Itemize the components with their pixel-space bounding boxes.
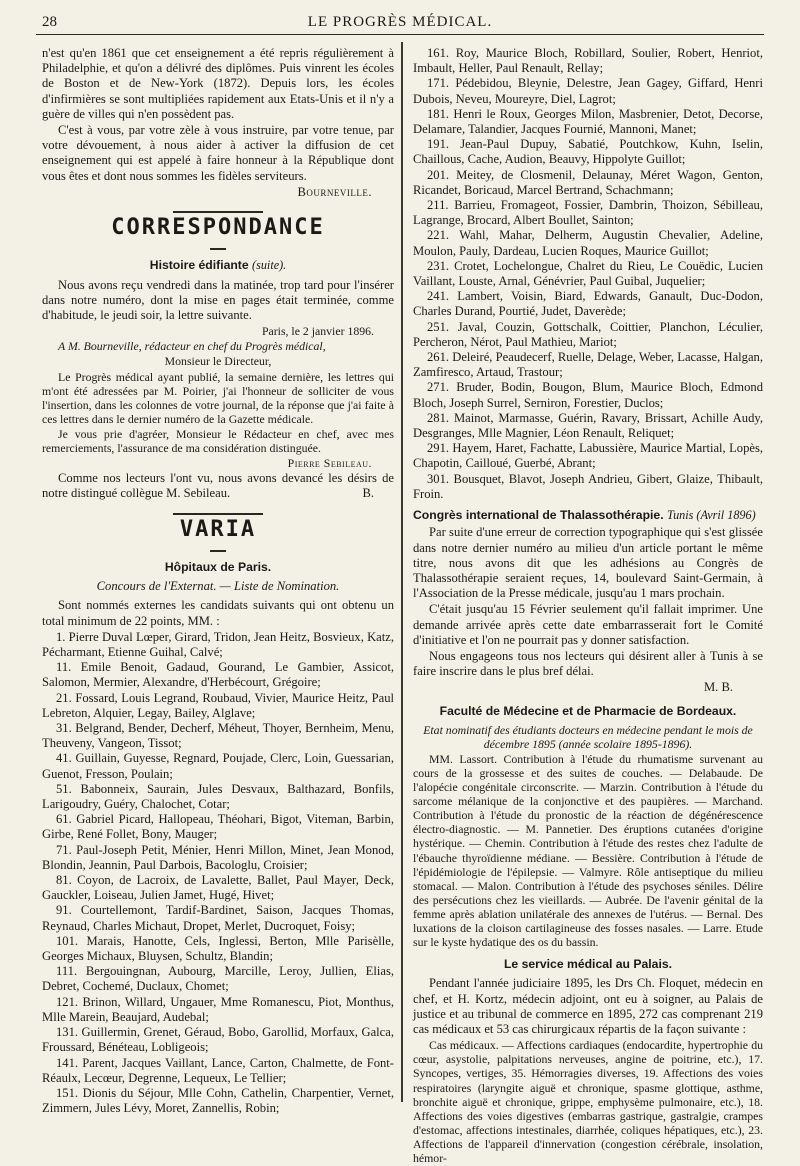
thalasso-paragraph-1: Par suite d'une erreur de correction typographique qui s'est glissée dans notre dernier numéro au milieu d'un article portant le même titre, nous avons dit que les adhésions au Congrès de Thalassothérapie seraient reçues, 14, boulevard Saint-Germain, à l'Association de la Presse médicale, jusqu'au 1 mars prochain. xyxy=(413,525,763,601)
bordeaux-heading: Faculté de Médecine et de Pharmacie de Bordeaux. xyxy=(439,703,737,718)
list-item: 181. Henri le Roux, Georges Milon, Masbrenier, Detot, Decorse, Delamare, Talandier, Jacques Fournié, Mannoni, Manet; xyxy=(413,106,763,137)
correspondance-intro: Nous avons reçu vendredi dans la matinée, trop tard pour l'insérer dans notre numéro, dont la mise en pages était terminée, comme d'habitude, le jeudi soir, la lettre suivante. xyxy=(42,277,394,323)
section-ornament xyxy=(42,204,394,212)
journal-title: LE PROGRÈS MÉDICAL. xyxy=(307,14,493,30)
list-item: 51. Babonneix, Saurain, Jules Desvaux, Balthazard, Bonfils, Larigoudry, Guéry, Chalochet, Cotar; xyxy=(42,781,394,812)
letter-address: A M. Bourneville, rédacteur en chef du Progrès médical, xyxy=(58,339,326,354)
palais-heading: Le service médical au Palais. xyxy=(503,957,673,972)
list-item: 101. Marais, Hanotte, Cels, Inglessi, Berton, Mlle Parisèlle, Georges Michaux, Bluysen, Schultz, Blandin; xyxy=(42,933,394,964)
subheading-text: Histoire édifiante xyxy=(149,258,249,273)
list-item: 1. Pierre Duval Lœper, Girard, Tridon, Jean Heitz, Bosvieux, Katz, Pécharmant, Etienne Guihal, Calvé; xyxy=(42,629,394,660)
thalasso-paragraph-2: C'était jusqu'au 15 Février seulement qu'il fallait imprimer. Une demande arrivée après cette date embarrasserait fort le Comité d'initiative et l'on ne pourrait pas y donner satisfaction. xyxy=(413,602,763,647)
list-item: 231. Crotet, Lochelongue, Chalret du Rieu, Le Couëdic, Lucien Vaillant, Louste, Arnal, Génévrier, Paul Guibal, Juquelier; xyxy=(413,258,763,289)
letter-signature: Pierre Sebileau. xyxy=(287,456,372,471)
list-item: 291. Hayem, Haret, Fachatte, Labussière, Maurice Martial, Lopès, Chapotin, Cailloué, Guerbé, Abrant; xyxy=(413,441,763,471)
letter-salutation: Monsieur le Directeur, xyxy=(164,354,272,369)
hopitaux-heading: Hôpitaux de Paris. xyxy=(164,560,272,574)
bordeaux-subheading: Etat nominatif des étudiants docteurs en médecine pendant le mois de décembre 1895 (année scolaire 1895-1896). xyxy=(423,722,753,751)
thalasso-paragraph-3: Nous engageons tous nos lecteurs qui désirent aller à Tunis à se faire inscrire dans le plus bref délai. xyxy=(413,648,763,679)
correspondance-heading: CORRESPONDANCE xyxy=(111,215,325,241)
externes-list-right xyxy=(413,46,763,502)
right-column xyxy=(413,46,763,1166)
letter-body: Le Progrès médical ayant publié, la semaine dernière, les lettres qui m'ont été adressées par M. Poirier, j'ai l'honneur de solliciter de vous l'insertion, dans les colonnes de votre journal, de la réponse que j'ai faite à ces lettres dans le dernier numéro de la Gazette médicale. xyxy=(42,369,394,426)
list-item: 171. Pédebidou, Bleynie, Delestre, Jean Gagey, Giffard, Henri Dubois, Neveu, Moureyre, Diel, Lagrot; xyxy=(413,76,763,106)
section-ornament-2 xyxy=(42,506,394,514)
list-item: 21. Fossard, Louis Legrand, Roubaud, Vivier, Maurice Heitz, Paul Lebreton, Alquier, Legay, Bailey, Alglave; xyxy=(42,690,394,720)
heading-dash-2 xyxy=(42,541,394,556)
editor-comment-text: Comme nos lecteurs l'ont vu, nous avons devancé les désirs de notre distingué collègue M. Sebileau. xyxy=(42,471,394,501)
letter-date: Paris, le 2 janvier 1896. xyxy=(261,324,374,339)
list-item: 261. Deleiré, Peaudecerf, Ruelle, Delage, Weber, Lacasse, Halgan, Zamfiresco, Artaud, Trastour; xyxy=(413,350,763,380)
intro-paragraph-2: C'est à vous, par votre zèle à vous instruire, par votre tenue, par votre dévouement, à nous aider à activer la diffusion de cet enseignement qui est appelé à faire honneur à la République dont vous êtes et dont nous sommes les fidèles serviteurs. xyxy=(42,123,394,183)
list-item: 131. Guillermin, Grenet, Géraud, Bobo, Garollid, Morfaux, Galca, Froussard, Bénéteau, Lobligeois; xyxy=(42,1025,394,1055)
editor-comment xyxy=(42,471,394,501)
varia-heading: VARIA xyxy=(179,516,257,542)
list-item: 281. Mainot, Marmasse, Guérin, Ravary, Brissart, Achille Audy, Desgranges, Mlle Magnier, Léon Renault, Reliquet; xyxy=(413,410,763,441)
list-item: 81. Coyon, de Lacroix, de Lavalette, Ballet, Paul Mayer, Deck, Gauckler, Loiseau, Julien Jamet, Hugé, Hivet; xyxy=(42,873,394,903)
list-item: 41. Guillain, Guyesse, Regnard, Poujade, Clerc, Loin, Guessarian, Guenot, Fresson, Poulain; xyxy=(42,751,394,781)
concours-intro: Sont nommés externes les candidats suivants qui ont obtenu un total minimum de 22 points, MM. : xyxy=(42,598,394,628)
correspondance-subheading xyxy=(42,258,394,273)
palais-paragraph-1: Pendant l'année judiciaire 1895, les Drs Ch. Floquet, médecin en chef, et H. Kortz, médecin adjoint, ont eu à soigner, au Palais de justice et au tribunal de commerce en 1895, 272 cas comprenant 219 cas médicaux et 53 cas chirurgicaux répartis de la façon suivante : xyxy=(413,976,763,1037)
list-item: 301. Bousquet, Blavot, Joseph Andrieu, Gibert, Glaize, Thibault, Froin. xyxy=(413,471,763,501)
thalasso-signature: M. B. xyxy=(703,680,733,695)
list-item: 161. Roy, Maurice Bloch, Robillard, Soulier, Robert, Henriot, Imbault, Heller, Paul Renault, Rellay; xyxy=(413,46,763,76)
list-item: 151. Dionis du Séjour, Mlle Cohn, Cathelin, Charpentier, Vernet, Zimmern, Jules Lévy, Moret, Zannellis, Robin; xyxy=(42,1085,394,1116)
list-item: 111. Bergouingnan, Aubourg, Marcille, Leroy, Jullien, Elias, Debret, Cochemé, Duclaux, Chomet; xyxy=(42,964,394,994)
list-item: 241. Lambert, Voisin, Biard, Edwards, Ganault, Duc-Dodon, Charles Durand, Pourtié, Judet, Daverède; xyxy=(413,289,763,319)
list-item: 91. Courtellemont, Tardif-Bardinet, Saison, Jacques Thomas, Reynaud, Charles Michaut, Dropet, Merlet, Ducroquet, Foisy; xyxy=(42,903,394,933)
list-item: 11. Emile Benoit, Gadaud, Gourand, Le Gambier, Assicot, Salomon, Mermier, Alexandre, d'Herbécourt, Grégoire; xyxy=(42,660,394,690)
editor-comment-signature: B. xyxy=(362,486,374,501)
letter-closing: Je vous prie d'agréer, Monsieur le Rédacteur en chef, avec mes remerciements, l'assurance de ma considération distinguée. xyxy=(42,426,394,455)
intro-signature: Bourneville. xyxy=(297,184,372,199)
list-item: 61. Gabriel Picard, Hallopeau, Théohari, Bigot, Viteman, Barbin, Girbe, René Follet, Bony, Mauger; xyxy=(42,812,394,842)
thalasso-heading xyxy=(413,508,763,523)
externes-list-left xyxy=(42,630,394,1117)
list-item: 271. Bruder, Bodin, Bougon, Blum, Maurice Bloch, Edmond Bloch, Joseph Surrel, Serniron, Forestier, Duclos; xyxy=(413,380,763,410)
list-item: 221. Wahl, Mahar, Delherm, Augustin Chevalier, Adeline, Moulon, Pauly, Dardeau, Lucien Roques, Maurice Guillot; xyxy=(413,228,763,258)
column-divider xyxy=(401,42,403,1102)
subheading-suite: (suite). xyxy=(252,258,287,273)
bordeaux-theses: MM. Lassort. Contribution à l'étude du rhumatisme survenant au cours de la grossesse et des suites de couches. — Delabaude. De l'alopécie congénitale circonscrite. — Marzin. Contribution à l'étude du sarcome mélanique de la conjonctive et des paupières. — Marchand. Contribution à l'étude du pronostic de la réaction de dégénérescence électro-diagnostic. — M. Pannetier. Des éruptions cutanées d'origine hystérique. — Chemin. Contribution à l'étude des restes chez l'adulte de l'ébauche thyroïdienne médiane. — Bessière. Contribution à l'étude de l'épidémiologie de l'épilepsie. — Valmyre. Rôle antiseptique du milieu stomacal. — Malon. Contribution à l'étude des psychoses séniles. Délire des persécutions chez les vieillards. — Aubrée. De l'avenir génital de la femme après ablation unilatérale des annexes de l'utérus. — Bernal. Des luxations de la cloison cartilagineuse des fosses nasales. — Larre. Etude sur le kyste hydatique des os du bassin. xyxy=(413,751,763,950)
thalasso-title: Congrès international de Thalassothérapie. xyxy=(413,508,664,523)
palais-paragraph-2: Cas médicaux. — Affections cardiaques (endocardite, hypertrophie du cœur, asystolie, palpitations nerveuses, angine de poitrine, etc.), 17. Syncopes, vertiges, 35. Hémorragies diverses, 19. Affections des voies respiratoires (laryngite aiguë et chronique, spasme glottique, asthme, bronchite aiguë et chronique, grippe, emphysème pulmonaire, etc.), 18. Affections des voies digestives (embarras gastrique, gastralgie, crampes d'estomac, affections intestinales, diarrhée, coliques hépatiques, etc.), 23. Affections de l'appareil d'innervation (congestion cérébrale, insolation, hémor- xyxy=(413,1038,763,1165)
list-item: 141. Parent, Jacques Vaillant, Lance, Carton, Chalmette, de Font-Réaulx, Lecœur, Degrenne, Lequeux, Le Tellier; xyxy=(42,1055,394,1085)
concours-title: Concours de l'Externat. — Liste de Nomination. xyxy=(96,579,340,594)
list-item: 201. Meitey, de Closmenil, Delaunay, Méret Wagon, Genton, Ricandet, Boricaud, Marcel Bertrand, Schachmann; xyxy=(413,167,763,197)
heading-dash xyxy=(42,239,394,254)
list-item: 71. Paul-Joseph Petit, Ménier, Henri Millon, Minet, Jean Monod, Blondin, Jeannin, Paul Darbois, Bacologlu, Croisier; xyxy=(42,842,394,872)
left-column xyxy=(42,46,394,1116)
list-item: 251. Javal, Couzin, Gottschalk, Coittier, Planchon, Léculier, Percheron, Nérot, Paul Mathieu, Mariot; xyxy=(413,319,763,349)
intro-paragraph-1: n'est qu'en 1861 que cet enseignement a été repris régulièrement à Philadelphie, et qu'on a délivré des diplômes. Puis vinrent les écoles de Boston et de New-York (1872). Depuis lors, les écoles d'infirmières se sont multipliées rapidement aux Etats-Unis et il n'y a guère de villes qui n'en possèdent pas. xyxy=(42,46,394,121)
page-number: 28 xyxy=(42,14,57,30)
list-item: 191. Jean-Paul Dupuy, Sabatié, Poutchkow, Kuhn, Iselin, Chaillous, Cache, Audion, Beauvy, Hippolyte Guillot; xyxy=(413,137,763,167)
page-header xyxy=(36,12,764,35)
list-item: 121. Brinon, Willard, Ungauer, Mme Romanescu, Piot, Monthus, Mlle Marein, Beaujard, Audebal; xyxy=(42,994,394,1024)
thalasso-location: Tunis (Avril 1896) xyxy=(666,508,756,523)
list-item: 211. Barrieu, Fromageot, Fossier, Dambrin, Thoizon, Sébilleau, Lagrange, Brocard, Albert Boullet, Sainton; xyxy=(413,198,763,228)
list-item: 31. Belgrand, Bender, Decherf, Méheut, Thoyer, Bernheim, Menu, Theuveny, Vangeon, Tissot; xyxy=(42,721,394,751)
